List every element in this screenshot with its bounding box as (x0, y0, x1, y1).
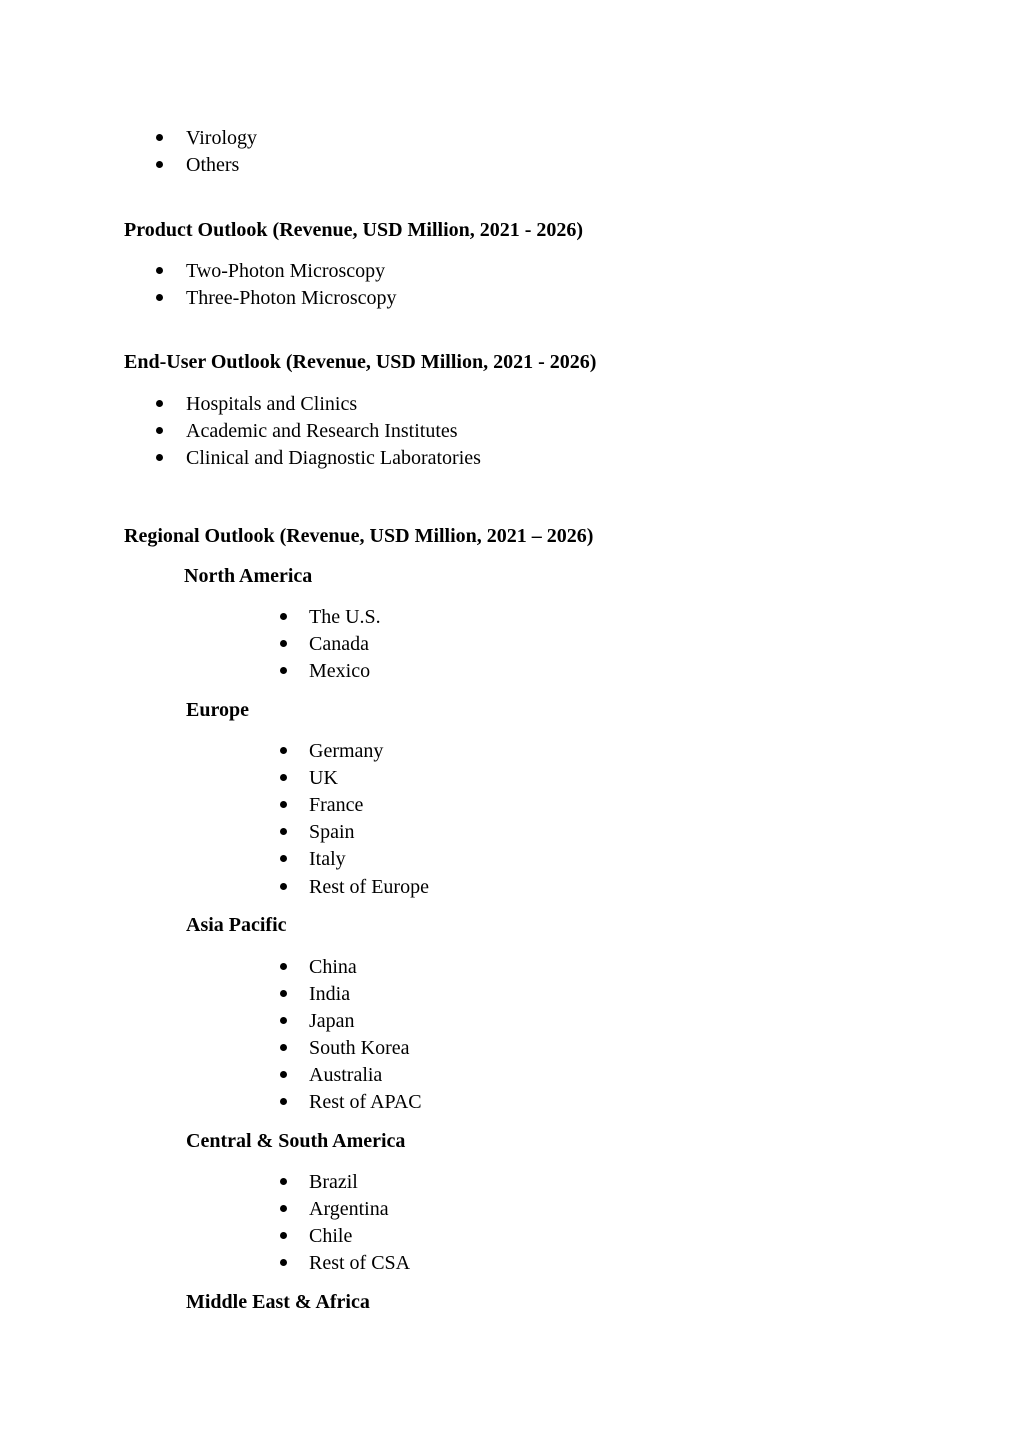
list-item: Canada (309, 633, 369, 655)
list-item: Mexico (309, 660, 371, 682)
list-item: Virology (186, 127, 258, 149)
list-item: Italy (309, 848, 346, 870)
bullet-icon (280, 613, 287, 620)
list-item: Spain (309, 821, 355, 843)
list-item: Rest of APAC (309, 1091, 422, 1113)
bullet-icon (156, 454, 163, 461)
region-mea-label: Middle East & Africa (186, 1291, 370, 1313)
bullet-icon (280, 990, 287, 997)
bullet-icon (156, 427, 163, 434)
bullet-icon (280, 855, 287, 862)
region-asia-pacific-label: Asia Pacific (186, 914, 287, 936)
bullet-icon (280, 1232, 287, 1239)
list-item: Clinical and Diagnostic Laboratories (186, 447, 481, 469)
list-item: Two-Photon Microscopy (186, 260, 386, 282)
list-item: Rest of CSA (309, 1252, 411, 1274)
list-item: Australia (309, 1064, 383, 1086)
bullet-icon (280, 1098, 287, 1105)
list-item: Three-Photon Microscopy (186, 287, 397, 309)
bullet-icon (156, 267, 163, 274)
list-item: Germany (309, 740, 384, 762)
list-item: Argentina (309, 1198, 389, 1220)
bullet-icon (280, 747, 287, 754)
region-csa-label: Central & South America (186, 1130, 406, 1152)
product-outlook-heading: Product Outlook (Revenue, USD Million, 2021 - 2026) (124, 219, 584, 241)
bullet-icon (280, 667, 287, 674)
list-item: South Korea (309, 1037, 410, 1059)
bullet-icon (280, 883, 287, 890)
bullet-icon (280, 1205, 287, 1212)
bullet-icon (156, 134, 163, 141)
bullet-icon (280, 828, 287, 835)
list-item: Brazil (309, 1171, 358, 1193)
bullet-icon (156, 161, 163, 168)
region-north-america-label: North America (184, 565, 313, 587)
bullet-icon (280, 640, 287, 647)
bullet-icon (280, 963, 287, 970)
list-item: China (309, 956, 357, 978)
list-item: UK (309, 767, 338, 789)
regional-outlook-heading: Regional Outlook (Revenue, USD Million, 2021 – 2026) (124, 525, 594, 547)
list-item: The U.S. (309, 606, 381, 628)
enduser-outlook-heading: End-User Outlook (Revenue, USD Million, 2021 - 2026) (124, 351, 597, 373)
list-item: Rest of Europe (309, 876, 429, 898)
bullet-icon (156, 294, 163, 301)
region-europe-label: Europe (186, 699, 249, 721)
bullet-icon (280, 1017, 287, 1024)
bullet-icon (280, 801, 287, 808)
bullet-icon (156, 400, 163, 407)
list-item: India (309, 983, 351, 1005)
list-item: Japan (309, 1010, 355, 1032)
list-item: Hospitals and Clinics (186, 393, 358, 415)
list-item: France (309, 794, 364, 816)
bullet-icon (280, 774, 287, 781)
list-item: Chile (309, 1225, 353, 1247)
bullet-icon (280, 1259, 287, 1266)
list-item: Others (186, 154, 240, 176)
bullet-icon (280, 1044, 287, 1051)
list-item: Academic and Research Institutes (186, 420, 458, 442)
bullet-icon (280, 1071, 287, 1078)
bullet-icon (280, 1178, 287, 1185)
